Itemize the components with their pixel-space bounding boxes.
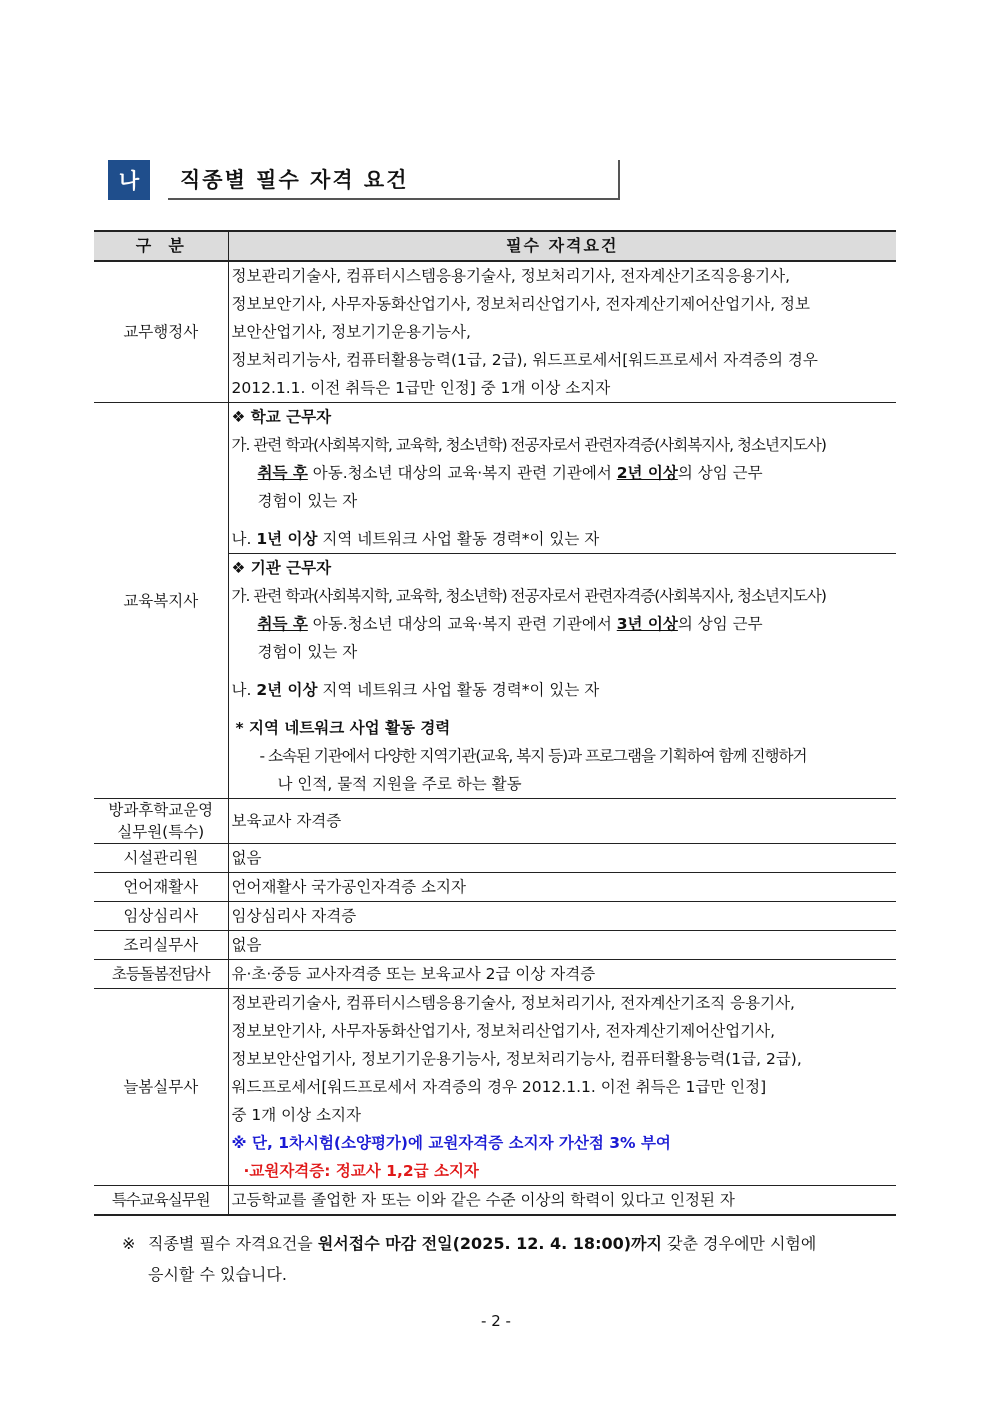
- emph-text: 2년 이상: [256, 681, 318, 699]
- row-category: 초등돌봄전담사: [94, 960, 228, 989]
- table-header-row: [94, 231, 896, 261]
- table-row: [94, 989, 896, 1186]
- req-line: [232, 676, 894, 704]
- req-line: 중 1개 이상 소지자: [231, 1106, 361, 1124]
- req-text: 의 상임 근무: [677, 615, 763, 633]
- row-requirement: 유·초·중등 교사자격증 또는 보육교사 2급 이상 자격증: [228, 960, 896, 989]
- table-row: [94, 960, 896, 989]
- table-row: [94, 1186, 896, 1216]
- req-line: [232, 525, 894, 553]
- row-requirement: 고등학교를 졸업한 자 또는 이와 같은 수준 이상의 학력이 있다고 인정된 자: [228, 1186, 896, 1216]
- req-text: 나.: [231, 530, 257, 548]
- requirements-table: [94, 230, 896, 1216]
- req-line: [232, 459, 894, 487]
- emph-text: 2년 이상: [616, 464, 678, 482]
- header-requirement: 필수 자격요건: [228, 231, 896, 261]
- req-text: 지역 네트워크 사업 활동 경력*이 있는 자: [317, 681, 600, 699]
- bonus-point-note: ※ 단, 1차시험(소양평가)에 교원자격증 소지자 가산점 3% 부여: [231, 1134, 671, 1152]
- row-requirement: [228, 989, 896, 1186]
- row-category: 언어재활사: [94, 873, 228, 902]
- row-requirement: 없음: [228, 931, 896, 960]
- req-text: 나.: [231, 681, 257, 699]
- row-category: 교무행정사: [94, 261, 228, 403]
- footnote-line2: 응시할 수 있습니다.: [148, 1265, 287, 1284]
- teacher-license-note: ·교원자격증: 정교사 1,2급 소지자: [243, 1162, 479, 1180]
- row-requirement: 언어재활사 국가공인자격증 소지자: [228, 873, 896, 902]
- req-text: 의 상임 근무: [677, 464, 763, 482]
- row-category: [94, 799, 228, 844]
- table-row: [94, 261, 896, 403]
- req-line: 경험이 있는 자: [257, 643, 358, 661]
- page-number: - 2 -: [481, 1312, 511, 1330]
- row-category: 특수교육실무원: [94, 1186, 228, 1216]
- emph-text: 취득 후: [257, 615, 308, 633]
- agency-worker-heading: ❖ 기관 근무자: [231, 559, 332, 577]
- footnote: [122, 1228, 898, 1290]
- req-text: 지역 네트워크 사업 활동 경력*이 있는 자: [317, 530, 600, 548]
- row-requirement: [228, 261, 896, 403]
- row-category: 늘봄실무사: [94, 989, 228, 1186]
- row-requirement: 없음: [228, 844, 896, 873]
- req-line: 가. 관련 학과(사회복지학, 교육학, 청소년학) 전공자로서 관련자격증(사회복지사, 청소년지도사): [231, 587, 826, 605]
- row-category: 임상심리사: [94, 902, 228, 931]
- header-category: 구 분: [94, 231, 228, 261]
- row-category: 조리실무사: [94, 931, 228, 960]
- school-worker-heading: ❖ 학교 근무자: [231, 408, 332, 426]
- emph-text: 취득 후: [257, 464, 308, 482]
- req-line: 경험이 있는 자: [257, 492, 358, 510]
- req-text: 아동.청소년 대상의 교육·복지 관련 기관에서: [307, 615, 617, 633]
- footnote-text: [148, 1228, 898, 1290]
- req-line: 보안산업기사, 정보기기운용기능사,: [231, 323, 471, 341]
- network-note-heading: * 지역 네트워크 사업 활동 경력: [235, 719, 451, 737]
- table-row: [94, 873, 896, 902]
- req-line: 2012.1.1. 이전 취득은 1급만 인정] 중 1개 이상 소지자: [231, 379, 611, 397]
- reference-mark: ※: [122, 1234, 136, 1253]
- category-line: 실무원(특수): [117, 823, 205, 841]
- section-header: [108, 160, 620, 200]
- table-row: [94, 799, 896, 844]
- section-underline: [168, 198, 620, 200]
- welfare-agency-block: [228, 554, 896, 799]
- table-row: [94, 844, 896, 873]
- row-category: 교육복지사: [94, 403, 228, 799]
- row-requirement: 보육교사 자격증: [228, 799, 896, 844]
- req-line: 정보보안기사, 사무자동화산업기사, 정보처리산업기사, 전자계산기제어산업기사, 정보: [231, 295, 810, 313]
- req-line: 정보관리기술사, 컴퓨터시스템응용기술사, 정보처리기사, 전자계산기조직 응용기사,: [231, 994, 795, 1012]
- req-line: 정보처리기능사, 컴퓨터활용능력(1급, 2급), 워드프로세서[워드프로세서 자격증의 경우: [231, 351, 818, 369]
- req-line: [232, 610, 894, 638]
- category-line: 방과후학교운영: [108, 801, 214, 819]
- network-note-line: - 소속된 기관에서 다양한 지역기관(교육, 복지 등)과 프로그램을 기획하여 함께 진행하거: [259, 747, 807, 765]
- welfare-school-block: [228, 403, 896, 554]
- emph-text: 3년 이상: [616, 615, 678, 633]
- network-note-line: 나 인적, 물적 지원을 주로 하는 활동: [277, 775, 522, 793]
- section-right-border: [618, 160, 620, 200]
- section-badge: 나: [108, 160, 150, 200]
- req-line: 정보보안산업기사, 정보기기운용기능사, 정보처리기능사, 컴퓨터활용능력(1급, 2급),: [231, 1050, 802, 1068]
- table-row: [94, 902, 896, 931]
- req-line: 정보관리기술사, 컴퓨터시스템응용기술사, 정보처리기사, 전자계산기조직응용기사,: [231, 267, 791, 285]
- emph-text: 1년 이상: [256, 530, 318, 548]
- row-category: 시설관리원: [94, 844, 228, 873]
- req-line: 정보보안기사, 사무자동화산업기사, 정보처리산업기사, 전자계산기제어산업기사,: [231, 1022, 776, 1040]
- row-requirement: 임상심리사 자격증: [228, 902, 896, 931]
- section-title: 직종별 필수 자격 요건: [180, 168, 409, 192]
- footnote-post: 갖춘 경우에만 시험에: [661, 1234, 817, 1253]
- footnote-pre: 직종별 필수 자격요건을: [148, 1234, 318, 1253]
- table-row: [94, 403, 896, 554]
- footnote-deadline: 원서접수 마감 전일(2025. 12. 4. 18:00)까지: [317, 1234, 662, 1253]
- table-row: [94, 931, 896, 960]
- req-text: 아동.청소년 대상의 교육·복지 관련 기관에서: [307, 464, 617, 482]
- req-line: 가. 관련 학과(사회복지학, 교육학, 청소년학) 전공자로서 관련자격증(사회복지사, 청소년지도사): [231, 436, 826, 454]
- req-line: 워드프로세서[워드프로세서 자격증의 경우 2012.1.1. 이전 취득은 1급만 인정]: [231, 1078, 767, 1096]
